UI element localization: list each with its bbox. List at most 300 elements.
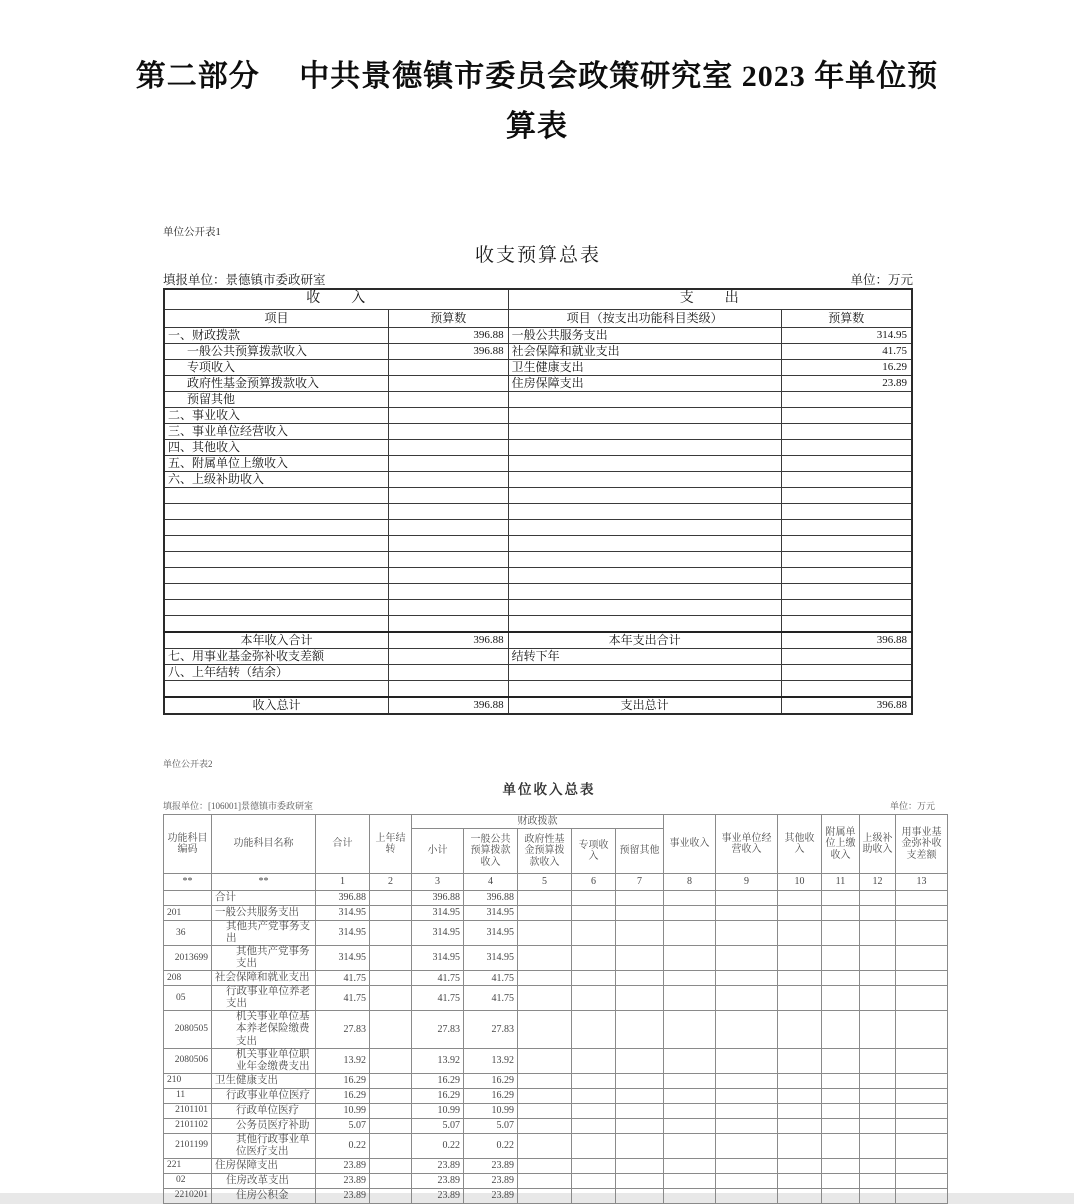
income-item-cell: 二、事业收入: [164, 408, 388, 424]
table1-row: [164, 649, 912, 665]
amount-cell-col2: [370, 921, 412, 946]
expense-value-cell: [781, 472, 912, 488]
income-value-cell: [388, 649, 508, 665]
amount-cell-col2: [370, 1158, 412, 1173]
income-item-cell: [164, 600, 388, 616]
table1-row: [164, 376, 912, 392]
table1-row: [164, 328, 912, 344]
income-item-cell: [164, 681, 388, 698]
amount-cell-col10: [778, 1011, 822, 1048]
amount-cell-col3: 16.29: [412, 1088, 464, 1103]
amount-cell-col5: [518, 1048, 572, 1073]
amount-cell-col5: [518, 1133, 572, 1158]
amount-cell-col3: 27.83: [412, 1011, 464, 1048]
amount-cell-col1: 41.75: [316, 971, 370, 986]
amount-cell-col5: [518, 971, 572, 986]
amount-cell-col5: [518, 1173, 572, 1188]
amount-cell-col1: 5.07: [316, 1118, 370, 1133]
col-header-subordinate-income: 附属单位上缴收入: [822, 815, 860, 874]
col-header-reserved-other: 预留其他: [616, 829, 664, 874]
amount-cell-col2: [370, 906, 412, 921]
amount-cell-col11: [822, 1011, 860, 1048]
amount-cell-col5: [518, 1158, 572, 1173]
amount-cell-col3: 23.89: [412, 1158, 464, 1173]
amount-cell-col11: [822, 1103, 860, 1118]
amount-cell-col10: [778, 1158, 822, 1173]
expense-item-cell: [508, 488, 781, 504]
amount-cell-col8: [664, 1173, 716, 1188]
table1-row: [164, 632, 912, 649]
budget-summary-table: [163, 288, 913, 715]
function-code-cell: 11: [164, 1088, 212, 1103]
amount-cell-col7: [616, 891, 664, 906]
amount-cell-col4: 13.92: [464, 1048, 518, 1073]
amount-cell-col7: [616, 1133, 664, 1158]
amount-cell-col6: [572, 1118, 616, 1133]
amount-cell-col3: 314.95: [412, 921, 464, 946]
amount-cell-col1: 10.99: [316, 1103, 370, 1118]
amount-cell-col3: 10.99: [412, 1103, 464, 1118]
table1-row: [164, 472, 912, 488]
amount-cell-col9: [716, 1048, 778, 1073]
column-number-cell: **: [212, 874, 316, 891]
amount-cell-col12: [860, 946, 896, 971]
amount-cell-col6: [572, 1173, 616, 1188]
amount-cell-col3: 41.75: [412, 971, 464, 986]
table1-row: [164, 568, 912, 584]
function-code-cell: 208: [164, 971, 212, 986]
table1-row: [164, 488, 912, 504]
amount-cell-col9: [716, 1011, 778, 1048]
amount-cell-col12: [860, 1158, 896, 1173]
amount-cell-col2: [370, 1173, 412, 1188]
amount-cell-col6: [572, 1188, 616, 1203]
function-name-cell: 住房改革支出: [212, 1173, 316, 1188]
function-name-cell: 社会保障和就业支出: [212, 971, 316, 986]
income-item-cell: 七、用事业基金弥补收支差额: [164, 649, 388, 665]
function-name-cell: 住房保障支出: [212, 1158, 316, 1173]
table1-meta: [163, 270, 913, 288]
amount-cell-col7: [616, 921, 664, 946]
table2-row: [164, 986, 948, 1011]
expense-value-cell: 23.89: [781, 376, 912, 392]
amount-cell-col10: [778, 921, 822, 946]
amount-cell-col5: [518, 946, 572, 971]
table1-row: [164, 600, 912, 616]
amount-cell-col11: [822, 1118, 860, 1133]
amount-cell-col9: [716, 1073, 778, 1088]
col-header-operating-income: 事业单位经营收入: [716, 815, 778, 874]
amount-cell-col1: 27.83: [316, 1011, 370, 1048]
table1-row: [164, 665, 912, 681]
table2-unit-label: 单位：万元: [889, 801, 935, 811]
table2-sheet-label: 单位公开表2: [163, 759, 213, 769]
expense-value-cell: [781, 408, 912, 424]
table1-row: [164, 616, 912, 633]
amount-cell-col8: [664, 1048, 716, 1073]
table1-row: [164, 552, 912, 568]
income-value-cell: 396.88: [388, 632, 508, 649]
expense-item-cell: 一般公共服务支出: [508, 328, 781, 344]
expense-value-cell: [781, 584, 912, 600]
column-number-cell: 9: [716, 874, 778, 891]
amount-cell-col10: [778, 1133, 822, 1158]
expense-item-cell: [508, 408, 781, 424]
table2-row: [164, 921, 948, 946]
income-value-cell: 396.88: [388, 328, 508, 344]
amount-cell-col1: 13.92: [316, 1048, 370, 1073]
table1-row: [164, 681, 912, 698]
amount-cell-col13: [896, 906, 948, 921]
expense-item-cell: [508, 665, 781, 681]
table2-row: [164, 1103, 948, 1118]
column-number-cell: **: [164, 874, 212, 891]
amount-cell-col11: [822, 1158, 860, 1173]
expense-item-cell: [508, 456, 781, 472]
column-number-cell: 8: [664, 874, 716, 891]
amount-cell-col10: [778, 1188, 822, 1203]
income-item-cell: [164, 520, 388, 536]
function-code-cell: 02: [164, 1173, 212, 1188]
expense-value-cell: [781, 681, 912, 698]
amount-cell-col7: [616, 1173, 664, 1188]
amount-cell-col7: [616, 946, 664, 971]
amount-cell-col6: [572, 946, 616, 971]
amount-cell-col3: 23.89: [412, 1173, 464, 1188]
amount-cell-col11: [822, 921, 860, 946]
amount-cell-col11: [822, 1188, 860, 1203]
amount-cell-col3: 13.92: [412, 1048, 464, 1073]
amount-cell-col13: [896, 1103, 948, 1118]
amount-cell-col2: [370, 1118, 412, 1133]
amount-cell-col8: [664, 971, 716, 986]
amount-cell-col12: [860, 1118, 896, 1133]
amount-cell-col12: [860, 971, 896, 986]
amount-cell-col8: [664, 921, 716, 946]
income-value-cell: [388, 360, 508, 376]
column-number-cell: 6: [572, 874, 616, 891]
amount-cell-col8: [664, 1118, 716, 1133]
income-budget-header: 预算数: [388, 310, 508, 328]
amount-cell-col10: [778, 1088, 822, 1103]
amount-cell-col5: [518, 891, 572, 906]
amount-cell-col1: 16.29: [316, 1073, 370, 1088]
amount-cell-col5: [518, 1073, 572, 1088]
income-item-cell: [164, 552, 388, 568]
col-header-superior-subsidy: 上级补助收入: [860, 815, 896, 874]
amount-cell-col2: [370, 946, 412, 971]
amount-cell-col1: 396.88: [316, 891, 370, 906]
amount-cell-col4: 41.75: [464, 971, 518, 986]
amount-cell-col7: [616, 1011, 664, 1048]
table2-row: [164, 1048, 948, 1073]
function-code-cell: 201: [164, 906, 212, 921]
income-value-cell: [388, 456, 508, 472]
amount-cell-col8: [664, 906, 716, 921]
amount-cell-col13: [896, 971, 948, 986]
col-header-carryover: 上年结转: [370, 815, 412, 874]
column-number-cell: 10: [778, 874, 822, 891]
column-number-cell: 4: [464, 874, 518, 891]
amount-cell-col4: 23.89: [464, 1158, 518, 1173]
amount-cell-col9: [716, 1133, 778, 1158]
column-number-row: [164, 874, 948, 891]
column-number-cell: 13: [896, 874, 948, 891]
function-code-cell: 221: [164, 1158, 212, 1173]
amount-cell-col10: [778, 946, 822, 971]
expense-item-cell: [508, 472, 781, 488]
table2-row: [164, 1158, 948, 1173]
amount-cell-col6: [572, 891, 616, 906]
income-item-cell: 预留其他: [164, 392, 388, 408]
amount-cell-col12: [860, 986, 896, 1011]
amount-cell-col2: [370, 891, 412, 906]
amount-cell-col8: [664, 1011, 716, 1048]
amount-cell-col12: [860, 1088, 896, 1103]
col-header-special-income: 专项收入: [572, 829, 616, 874]
function-name-cell: 其他共产党事务支出: [212, 921, 316, 946]
col-header-code: 功能科目编码: [164, 815, 212, 874]
table2-row: [164, 1088, 948, 1103]
unit-revenue-table: [163, 814, 948, 1204]
table2-row: [164, 891, 948, 906]
income-value-cell: [388, 536, 508, 552]
amount-cell-col6: [572, 1103, 616, 1118]
amount-cell-col9: [716, 986, 778, 1011]
function-name-cell: 行政事业单位养老支出: [212, 986, 316, 1011]
amount-cell-col13: [896, 1158, 948, 1173]
income-value-cell: [388, 665, 508, 681]
table1-row: [164, 504, 912, 520]
table1-row: [164, 584, 912, 600]
amount-cell-col7: [616, 1073, 664, 1088]
amount-cell-col1: 314.95: [316, 906, 370, 921]
amount-cell-col13: [896, 1133, 948, 1158]
amount-cell-col2: [370, 1088, 412, 1103]
table1-title: 收支预算总表: [474, 245, 601, 266]
income-value-cell: [388, 616, 508, 633]
amount-cell-col6: [572, 971, 616, 986]
amount-cell-col11: [822, 986, 860, 1011]
expense-item-cell: [508, 504, 781, 520]
amount-cell-col4: 5.07: [464, 1118, 518, 1133]
amount-cell-col2: [370, 986, 412, 1011]
table2-row: [164, 971, 948, 986]
col-header-name: 功能科目名称: [212, 815, 316, 874]
income-value-cell: 396.88: [388, 344, 508, 360]
amount-cell-col9: [716, 1103, 778, 1118]
expense-value-cell: [781, 520, 912, 536]
expense-item-cell: [508, 681, 781, 698]
expense-value-cell: 396.88: [781, 632, 912, 649]
amount-cell-col10: [778, 971, 822, 986]
expense-value-cell: [781, 552, 912, 568]
amount-cell-col6: [572, 1073, 616, 1088]
function-name-cell: 一般公共服务支出: [212, 906, 316, 921]
amount-cell-col13: [896, 1048, 948, 1073]
table1-row: [164, 424, 912, 440]
income-value-cell: [388, 584, 508, 600]
amount-cell-col1: 314.95: [316, 921, 370, 946]
amount-cell-col9: [716, 1173, 778, 1188]
expense-item-cell: [508, 392, 781, 408]
amount-cell-col12: [860, 1048, 896, 1073]
amount-cell-col10: [778, 906, 822, 921]
amount-cell-col13: [896, 891, 948, 906]
unit-revenue-table-head: [164, 815, 948, 891]
amount-cell-col3: 314.95: [412, 906, 464, 921]
amount-cell-col11: [822, 946, 860, 971]
table1-row: [164, 536, 912, 552]
function-name-cell: 卫生健康支出: [212, 1073, 316, 1088]
amount-cell-col9: [716, 891, 778, 906]
amount-cell-col9: [716, 1118, 778, 1133]
expense-item-cell: [508, 600, 781, 616]
income-item-cell: [164, 488, 388, 504]
amount-cell-col10: [778, 1173, 822, 1188]
table1-row: [164, 344, 912, 360]
expense-item-cell: 住房保障支出: [508, 376, 781, 392]
amount-cell-col13: [896, 986, 948, 1011]
expense-value-cell: [781, 504, 912, 520]
income-item-cell: 五、附属单位上缴收入: [164, 456, 388, 472]
expense-value-cell: [781, 536, 912, 552]
function-code-cell: 2013699: [164, 946, 212, 971]
column-number-cell: 1: [316, 874, 370, 891]
amount-cell-col1: 23.89: [316, 1173, 370, 1188]
function-name-cell: 公务员医疗补助: [212, 1118, 316, 1133]
expense-item-cell: [508, 440, 781, 456]
document-title-line1: 第二部分 中共景德镇市委员会政策研究室 2023 年单位预: [135, 60, 939, 93]
amount-cell-col8: [664, 946, 716, 971]
col-header-fund-balance: 用事业基金弥补收支差额: [896, 815, 948, 874]
amount-cell-col2: [370, 971, 412, 986]
income-item-cell: 一、财政拨款: [164, 328, 388, 344]
amount-cell-col2: [370, 1073, 412, 1088]
function-code-cell: 210: [164, 1073, 212, 1088]
amount-cell-col4: 314.95: [464, 946, 518, 971]
fiscal-group-row: [164, 815, 948, 829]
income-item-cell: 收入总计: [164, 697, 388, 714]
table1-row: [164, 408, 912, 424]
table2-title: 单位收入总表: [502, 782, 596, 797]
table2-filler-unit: 填报单位：[106001]景德镇市委政研室: [163, 801, 313, 811]
amount-cell-col9: [716, 971, 778, 986]
amount-cell-col7: [616, 1103, 664, 1118]
amount-cell-col6: [572, 921, 616, 946]
amount-cell-col8: [664, 891, 716, 906]
table2-row: [164, 1188, 948, 1203]
income-item-cell: 八、上年结转（结余）: [164, 665, 388, 681]
expense-item-cell: [508, 584, 781, 600]
amount-cell-col10: [778, 1048, 822, 1073]
col-header-other-income: 其他收入: [778, 815, 822, 874]
column-number-cell: 11: [822, 874, 860, 891]
table2-row: [164, 1133, 948, 1158]
amount-cell-col4: 27.83: [464, 1011, 518, 1048]
amount-cell-col3: 0.22: [412, 1133, 464, 1158]
amount-cell-col1: 0.22: [316, 1133, 370, 1158]
function-name-cell: 合计: [212, 891, 316, 906]
amount-cell-col7: [616, 1158, 664, 1173]
amount-cell-col6: [572, 1011, 616, 1048]
expense-budget-header: 预算数: [781, 310, 912, 328]
amount-cell-col4: 16.29: [464, 1073, 518, 1088]
income-group-header: 收 入: [164, 289, 508, 310]
column-number-cell: 7: [616, 874, 664, 891]
amount-cell-col10: [778, 1103, 822, 1118]
function-code-cell: 36: [164, 921, 212, 946]
expense-value-cell: [781, 488, 912, 504]
function-code-cell: 2101199: [164, 1133, 212, 1158]
amount-cell-col6: [572, 1088, 616, 1103]
table1-unit-label: 单位：万元: [850, 273, 913, 287]
expense-value-cell: [781, 424, 912, 440]
expense-item-cell: 支出总计: [508, 697, 781, 714]
expense-value-cell: [781, 568, 912, 584]
amount-cell-col13: [896, 1088, 948, 1103]
amount-cell-col10: [778, 1118, 822, 1133]
amount-cell-col7: [616, 1118, 664, 1133]
amount-cell-col8: [664, 1158, 716, 1173]
table1-row: [164, 360, 912, 376]
amount-cell-col2: [370, 1048, 412, 1073]
income-value-cell: [388, 504, 508, 520]
table2-row: [164, 946, 948, 971]
amount-cell-col5: [518, 1188, 572, 1203]
amount-cell-col5: [518, 1088, 572, 1103]
amount-cell-col9: [716, 921, 778, 946]
table1-sheet-label: 单位公开表1: [163, 227, 221, 238]
amount-cell-col8: [664, 1088, 716, 1103]
function-code-cell: 2080505: [164, 1011, 212, 1048]
amount-cell-col11: [822, 1088, 860, 1103]
amount-cell-col7: [616, 971, 664, 986]
expense-group-header: 支 出: [508, 289, 912, 310]
table1-filler-unit: 填报单位：景德镇市委政研室: [163, 273, 326, 287]
expense-value-cell: 396.88: [781, 697, 912, 714]
amount-cell-col1: 23.89: [316, 1188, 370, 1203]
expense-item-cell: 本年支出合计: [508, 632, 781, 649]
col-header-total: 合计: [316, 815, 370, 874]
function-name-cell: 机关事业单位职业年金缴费支出: [212, 1048, 316, 1073]
income-item-cell: [164, 504, 388, 520]
expense-item-cell: [508, 424, 781, 440]
income-value-cell: [388, 424, 508, 440]
amount-cell-col5: [518, 1118, 572, 1133]
expense-value-cell: [781, 456, 912, 472]
amount-cell-col1: 41.75: [316, 986, 370, 1011]
expense-item-cell: [508, 568, 781, 584]
expense-value-cell: [781, 616, 912, 633]
amount-cell-col5: [518, 906, 572, 921]
amount-cell-col4: 314.95: [464, 921, 518, 946]
amount-cell-col12: [860, 891, 896, 906]
column-number-cell: 12: [860, 874, 896, 891]
col-header-business-income: 事业收入: [664, 815, 716, 874]
budget-summary-table-head: [164, 289, 912, 328]
amount-cell-col12: [860, 1073, 896, 1088]
function-code-cell: 2080506: [164, 1048, 212, 1073]
expense-item-cell: [508, 616, 781, 633]
income-item-cell: [164, 616, 388, 633]
document-title-line2: 算表: [506, 110, 568, 143]
table2-row: [164, 1118, 948, 1133]
expense-item-cell: 社会保障和就业支出: [508, 344, 781, 360]
table1-row: [164, 456, 912, 472]
expense-item-cell: [508, 520, 781, 536]
income-item-cell: 六、上级补助收入: [164, 472, 388, 488]
